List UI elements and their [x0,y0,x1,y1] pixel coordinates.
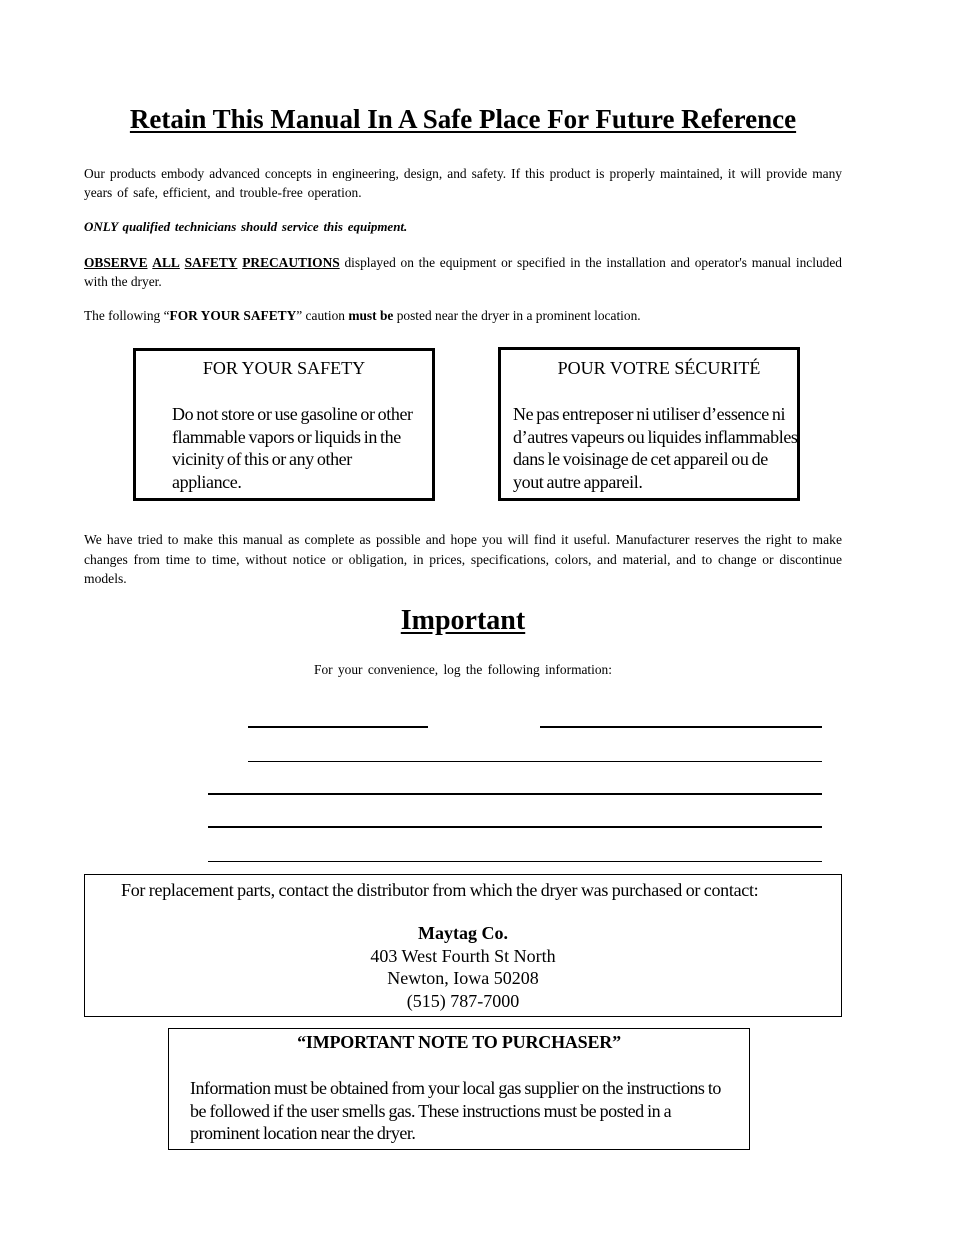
replacement-parts-intro: For replacement parts, contact the distributor from which the dryer was purchased or contact: [121,880,759,900]
safety-box-english-heading: FOR YOUR SAFETY [202,358,366,378]
contact-address [85,922,841,1012]
caution-text-a: The following “ [84,308,170,323]
all-word: ALL [152,255,180,270]
company-name: Maytag Co. [418,923,508,943]
safety-box-english-body: Do not store or use gasoline or other flammable vapors or liquids in the vicinity of this or any other appliance. [172,404,413,492]
disclaimer-paragraph: We have tried to make this manual as complete as possible and hope you will find it useful. Manufacturer reserves the right to make changes from time to time, without notice or obligation, in prices, specifications, colors, and material, and to change or discontinue models. [84,532,842,586]
purchaser-note-box [168,1028,750,1150]
safety-box-english [133,348,435,501]
log-line-4[interactable] [208,826,822,828]
caution-text-b: FOR YOUR SAFETY [169,308,297,323]
purchaser-note-body: Information must be obtained from your local gas supplier on the instructions to be followed if the user smells gas. These instructions must be posted in a prominent location near the dryer. [190,1078,721,1143]
log-line-1a[interactable] [248,726,428,728]
safety-box-french-body: Ne pas entreposer ni utiliser d’essence ni d’autres vapeurs ou liquides inflammables dans le voisinage de cet appareil ou de yout autre appareil. [513,404,798,492]
convenience-instruction: For your convenience, log the following information: [314,662,612,677]
log-line-2[interactable] [248,761,822,762]
safety-box-french-heading: POUR VOTRE SÉCURITÉ [557,358,761,378]
log-line-1b[interactable] [540,726,822,728]
caution-text-c: ” caution [296,308,349,323]
observe-word: OBSERVE [84,255,148,270]
precautions-word: PRECAUTIONS [242,255,340,270]
street-address: 403 West Fourth St North [370,945,556,966]
qualified-technicians-notice: ONLY qualified technicians should service this equipment. [84,219,408,234]
safety-box-french [498,347,800,501]
caution-posting-paragraph [84,307,842,326]
phone-number: (515) 787-7000 [406,990,520,1011]
safety-word: SAFETY [184,255,238,270]
log-line-3[interactable] [208,793,822,795]
caution-text-e: posted near the dryer in a prominent location. [393,308,641,323]
purchaser-note-heading: “IMPORTANT NOTE TO PURCHASER” [297,1032,621,1052]
safety-precautions-paragraph [84,254,842,291]
log-line-5[interactable] [208,861,822,862]
replacement-parts-box [84,874,842,1017]
caution-text-d: must be [348,308,394,323]
page-title: Retain This Manual In A Safe Place For Future Reference [129,104,797,134]
precautions-rest-text: displayed on the equipment or specified in the installation and operator's manual included with the dryer. [84,255,842,289]
city-state-zip: Newton, Iowa 50208 [387,968,539,988]
intro-paragraph: Our products embody advanced concepts in engineering, design, and safety. If this product is properly maintained, it will provide many years of safe, efficient, and trouble-free operation. [84,166,842,200]
important-heading: Important [400,605,526,636]
